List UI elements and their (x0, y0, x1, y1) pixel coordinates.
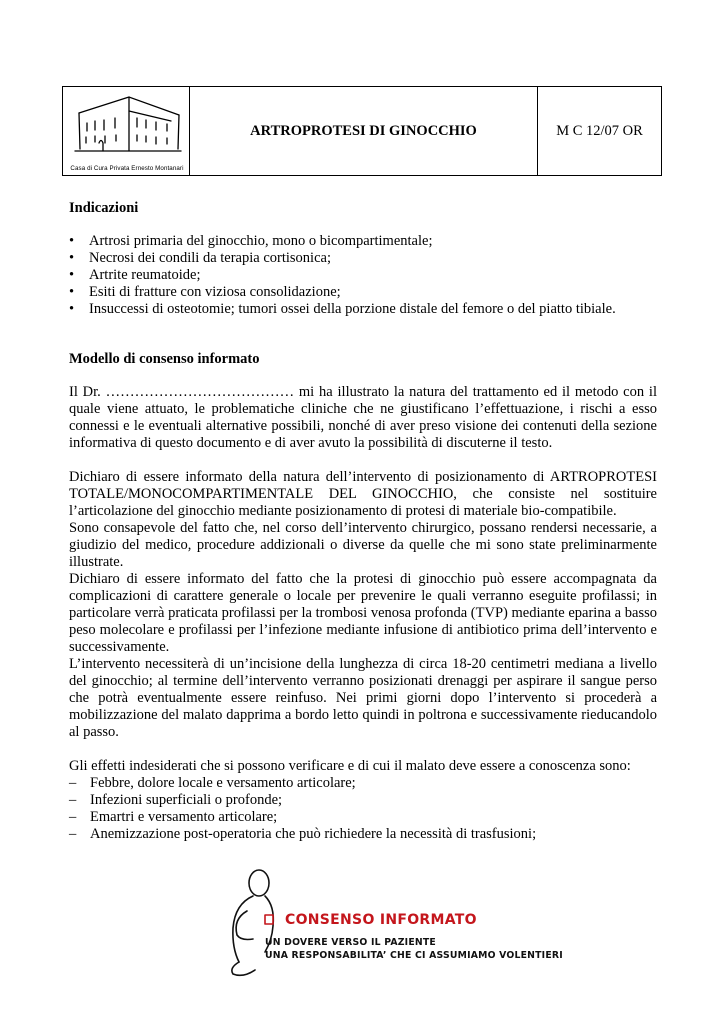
list-item: – Infezioni superficiali o profonde; (69, 792, 657, 809)
section-heading-indicazioni: Indicazioni (69, 200, 139, 216)
building-sketch-icon (71, 91, 183, 153)
document-title: ARTROPROTESI DI GINOCCHIO (190, 87, 538, 175)
consenso-informato-logo (225, 865, 563, 985)
list-item: – Anemizzazione post-operatoria che può richiedere la necessità di trasfusioni; (69, 826, 657, 843)
paragraph: Gli effetti indesiderati che si possono verificare e di cui il malato deve essere a conoscenza sono: (69, 758, 631, 774)
list-item: • Esiti di fratture con viziosa consolidazione; (69, 284, 657, 301)
footer-logo-line2: UNA RESPONSABILITA’ CHE CI ASSUMIAMO VOLENTIERI (265, 950, 563, 961)
paragraph: L’intervento necessiterà di un’incisione della lunghezza di circa 18-20 centimetri mediana a livello del ginocchio; al termine dell’intervento verranno posizionati drenaggi per aspirare il sangue perso che potrà eventualmente essere reinfuso. Nei primi giorni dopo l’intervento si procederà a mobilizzazione del malato dapprima a bordo letto quindi in poltrona e successivamente rieducandolo al passo. (69, 656, 657, 740)
paragraph: Dichiaro di essere informato del fatto che la protesi di ginocchio può essere accompagnata da complicazioni di carattere generale o locale per prevenire le quali verranno eseguite profilassi; in particolare verrà praticata profilassi per la trombosi venosa profonda (TVP) mediante eparina a basso peso molecolare e profilassi per l’infezione mediante infusione di antibiotico prima dell’intervento e successivamente. (69, 571, 657, 655)
indicazioni-list (69, 233, 657, 318)
list-item: • Insuccessi di osteotomie; tumori ossei della porzione distale del femore o del piatto tibiale. (69, 301, 657, 318)
list-item: • Artrite reumatoide; (69, 267, 657, 284)
document-header (62, 86, 662, 176)
document-body (69, 200, 657, 843)
paragraph: Il Dr. ………………………………… mi ha illustrato la natura del trattamento ed il metodo con il quale viene attuato, le problematiche cliniche che ne giustificano l’effettuazione, i rischi a esso connessi e le eventuali alternative possibili, nonché di aver preso visione dei contenuti della sezione informativa di questo documento e di aver avuto la possibilità di discuterne il testo. (69, 384, 657, 451)
footer-logo-line1: UN DOVERE VERSO IL PAZIENTE (265, 937, 436, 948)
paragraph: Dichiaro di essere informato della natura dell’intervento di posizionamento di ARTROPROTESI TOTALE/MONOCOMPARTIMENTALE DEL GINOCCHIO, che consiste nel sostituire l’articolazione del ginocchio mediante posizionamento di protesi di materiale bio-compatibile. (69, 469, 657, 519)
section-heading-consenso: Modello di consenso informato (69, 351, 260, 367)
list-item: – Febbre, dolore locale e versamento articolare; (69, 775, 657, 792)
clinic-logo (63, 87, 190, 175)
person-sketch-icon (225, 865, 285, 983)
list-item: – Emartri e versamento articolare; (69, 809, 657, 826)
document-code: M C 12/07 OR (556, 122, 643, 139)
list-item: • Artrosi primaria del ginocchio, mono o bicompartimentale; (69, 233, 657, 250)
list-item: • Necrosi dei condili da terapia cortisonica; (69, 250, 657, 267)
effetti-list (69, 775, 657, 843)
footer-logo-title: CONSENSO INFORMATO (285, 912, 477, 928)
clinic-name: Casa di Cura Privata Ernesto Montanari (70, 165, 184, 172)
paragraph: Sono consapevole del fatto che, nel corso dell’intervento chirurgico, possano rendersi necessarie, a giudizio del medico, procedure addizionali o diverse da quelle che mi sono state preliminarmente illustrate. (69, 520, 657, 570)
